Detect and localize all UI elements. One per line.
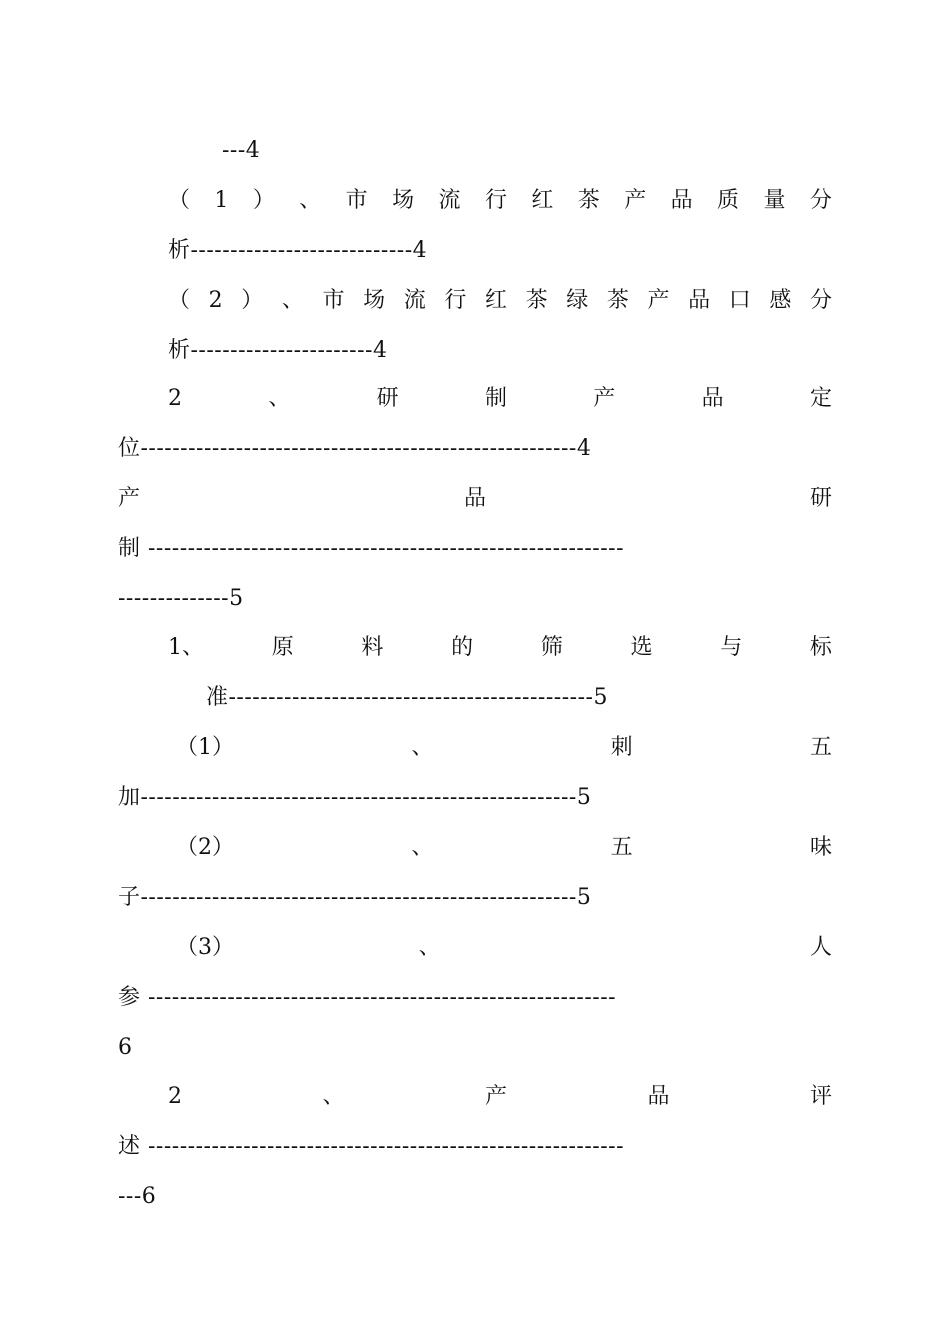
toc-char: 品 [463,486,486,511]
toc-char: 品 [670,188,693,213]
toc-char: 品 [688,288,711,313]
toc-char: 口 [728,288,751,313]
toc-char: 刺 [610,735,633,760]
toc-char: 五 [809,735,832,760]
toc-line-18: 参 ----------------------------------------------------------- [118,985,617,1010]
toc-char: 市 [345,188,368,213]
toc-char: 味 [809,835,832,860]
toc-char: 2 [168,1084,182,1109]
toc-line-9: 制 ------------------------------------------------------------ [118,536,625,561]
toc-char: 的 [451,635,474,660]
toc-char: 场 [363,288,386,313]
toc-line-12: 准----------------------------------------------5 [206,685,608,710]
toc-char: 1、 [168,635,204,660]
toc-char: 品 [647,1084,670,1109]
toc-char: 产 [593,386,616,411]
toc-char: 与 [720,635,743,660]
toc-char: 分 [809,288,832,313]
toc-char: （ [168,188,191,213]
toc-char: 产 [484,1084,507,1109]
toc-char: 红 [484,288,507,313]
toc-char: 、 [268,386,291,411]
toc-line-7: 位-------------------------------------------------------4 [118,436,592,461]
toc-char: ） [241,288,264,313]
toc-char: 分 [809,188,832,213]
toc-char: 1 [214,188,229,213]
toc-line-3: 析----------------------------4 [168,238,428,263]
toc-char: 量 [763,188,786,213]
toc-char: （1） [176,735,234,760]
toc-char: 研 [809,486,832,511]
toc-line-15 [176,831,832,865]
toc-char: （3） [176,935,234,960]
toc-char: 、 [411,735,434,760]
toc-char: 市 [322,288,345,313]
toc-char: 人 [809,935,832,960]
toc-char: 茶 [606,288,629,313]
toc-char: 流 [438,188,461,213]
toc-char: 红 [531,188,554,213]
toc-line-14: 加-------------------------------------------------------5 [118,785,592,810]
toc-char: 定 [809,386,832,411]
toc-line-19: 6 [118,1035,132,1060]
toc-char: 研 [376,386,399,411]
toc-char: （ [168,288,191,313]
toc-char: 原 [271,635,294,660]
toc-line-1: ---4 [222,138,261,163]
toc-char: 、 [418,935,441,960]
toc-char: 、 [281,288,304,313]
toc-line-16: 子-------------------------------------------------------5 [118,885,592,910]
toc-line-13 [176,731,832,765]
toc-char: 产 [118,486,141,511]
toc-char: 产 [647,288,670,313]
toc-line-6 [168,382,832,416]
toc-char: 茶 [577,188,600,213]
toc-line-10: --------------5 [118,586,244,611]
toc-line-20 [168,1080,832,1114]
toc-line-5: 析-----------------------4 [168,338,388,363]
toc-char: 行 [444,288,467,313]
toc-line-4 [168,284,832,318]
toc-char: ） [252,188,275,213]
toc-line-17 [176,931,832,965]
toc-line-22: ---6 [118,1184,157,1209]
toc-line-8 [118,482,832,516]
toc-line-2 [168,184,832,218]
toc-line-11 [168,631,832,665]
toc-char: 、 [299,188,322,213]
toc-char: 绿 [566,288,589,313]
toc-char: 、 [411,835,434,860]
toc-char: 行 [484,188,507,213]
toc-char: 料 [361,635,384,660]
toc-char: 茶 [525,288,548,313]
toc-char: 标 [809,635,832,660]
toc-char: 品 [701,386,724,411]
toc-char: 场 [392,188,415,213]
toc-char: （2） [176,835,234,860]
toc-char: 产 [624,188,647,213]
toc-char: 选 [630,635,653,660]
toc-char: 感 [769,288,792,313]
toc-char: 2 [168,386,182,411]
toc-char: 五 [610,835,633,860]
toc-line-21: 述 ------------------------------------------------------------ [118,1134,625,1159]
toc-char: 质 [717,188,740,213]
toc-char: 、 [322,1084,345,1109]
toc-char: 制 [484,386,507,411]
toc-char: 2 [208,288,223,313]
toc-char: 筛 [540,635,563,660]
toc-char: 评 [809,1084,832,1109]
toc-char: 流 [403,288,426,313]
